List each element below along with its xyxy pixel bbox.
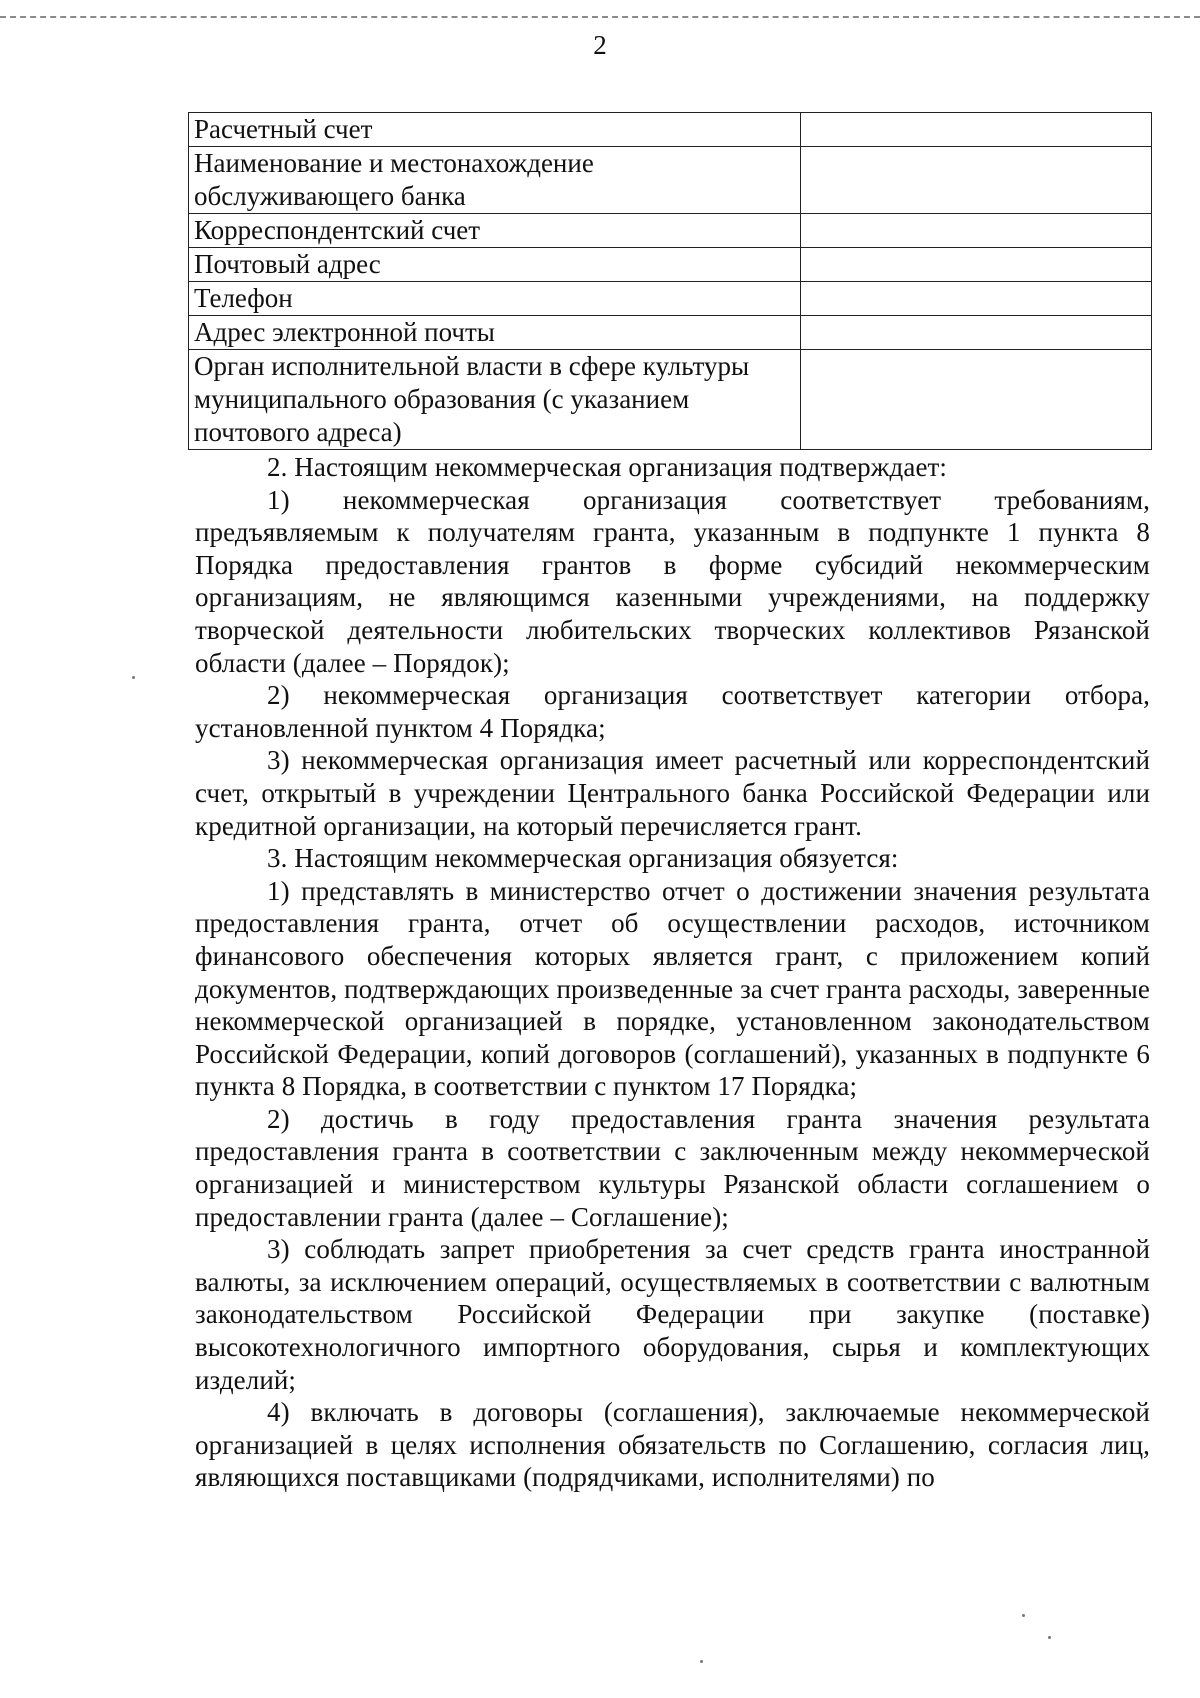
row-label-email: Адрес электронной почты (189, 316, 801, 350)
row-label-postal-address: Почтовый адрес (189, 248, 801, 282)
scan-speck (1048, 1636, 1051, 1639)
row-value-settlement-account (801, 113, 1152, 147)
row-label-correspondent-account: Корреспондентский счет (189, 214, 801, 248)
row-label-phone: Телефон (189, 282, 801, 316)
section-2-item-1: 1) некоммерческая организация соответствует требованиям, предъявляемым к получателям гранта, указанным в подпункте 1 пункта 8 Порядка предоставления грантов в форме субсидий некоммерческим организациям, не являющимся казенными учреждениями, на поддержку творческой деятельности любительских творческих коллективов Рязанской области (далее – Порядок); (195, 484, 1150, 678)
table-row (189, 214, 1152, 248)
row-value-email (801, 316, 1152, 350)
page-number: 2 (593, 30, 607, 60)
section-2-item-2: 2) некоммерческая организация соответствует категории отбора, установленной пунктом 4 Порядка; (195, 680, 1150, 743)
section-2-item-3: 3) некоммерческая организация имеет расчетный или корреспондентский счет, открытый в учреждении Центрального банка Российской Федерации или кредитной организации, на который перечисляется грант. (195, 745, 1150, 841)
section-3-item-3: 3) соблюдать запрет приобретения за счет средств гранта иностранной валюты, за исключением операций, осуществляемых в соответствии с валютным законодательством Российской Федерации при закупке (поставке) высокотехнологичного импортного оборудования, сырья и комплектующих изделий; (195, 1234, 1150, 1395)
row-label-bank-name-location: Наименование и местонахождение обслуживающего банка (189, 147, 801, 214)
section-3-heading: 3. Настоящим некоммерческая организация обязуется: (267, 843, 899, 874)
organization-details-table (188, 112, 1152, 450)
row-value-phone (801, 282, 1152, 316)
table-row (189, 350, 1152, 450)
section-3-item-1: 1) представлять в министерство отчет о достижении значения результата предоставления гранта, отчет об осуществлении расходов, источником финансового обеспечения которых является грант, с приложением копий документов, подтверждающих произведенные за счет гранта расходы, заверенные некоммерческой организацией в порядке, установленном законодательством Российской Федерации, копий договоров (соглашений), указанных в подпункте 6 пункта 8 Порядка, в соответствии с пунктом 17 Порядка; (195, 875, 1150, 1102)
table-row (189, 113, 1152, 147)
section-2-heading: 2. Настоящим некоммерческая организация подтверждает: (267, 452, 948, 482)
row-value-culture-authority (801, 350, 1152, 450)
table-row (189, 316, 1152, 350)
section-3-item-2: 2) достичь в году предоставления гранта значения результата предоставления гранта в соответствии с заключенным между некоммерческой организацией и министерством культуры Рязанской области соглашением о предоставлении гранта (далее – Соглашение); (195, 1103, 1150, 1232)
scan-speck (1022, 1614, 1025, 1617)
table-row (189, 248, 1152, 282)
table-row (189, 147, 1152, 214)
row-value-correspondent-account (801, 214, 1152, 248)
scan-top-edge (0, 16, 1200, 18)
row-label-settlement-account: Расчетный счет (189, 113, 801, 147)
document-body (195, 451, 1150, 1494)
row-label-culture-authority: Орган исполнительной власти в сфере культуры муниципального образования (с указанием почтового адреса) (189, 350, 801, 450)
scan-speck (700, 1660, 703, 1663)
row-value-postal-address (801, 248, 1152, 282)
section-3-item-4: 4) включать в договоры (соглашения), заключаемые некоммерческой организацией в целях исполнения обязательств по Соглашению, согласия лиц, являющихся поставщиками (подрядчиками, исполнителями) по (195, 1397, 1150, 1493)
scan-speck (132, 676, 135, 679)
table-row (189, 282, 1152, 316)
row-value-bank-name-location (801, 147, 1152, 214)
